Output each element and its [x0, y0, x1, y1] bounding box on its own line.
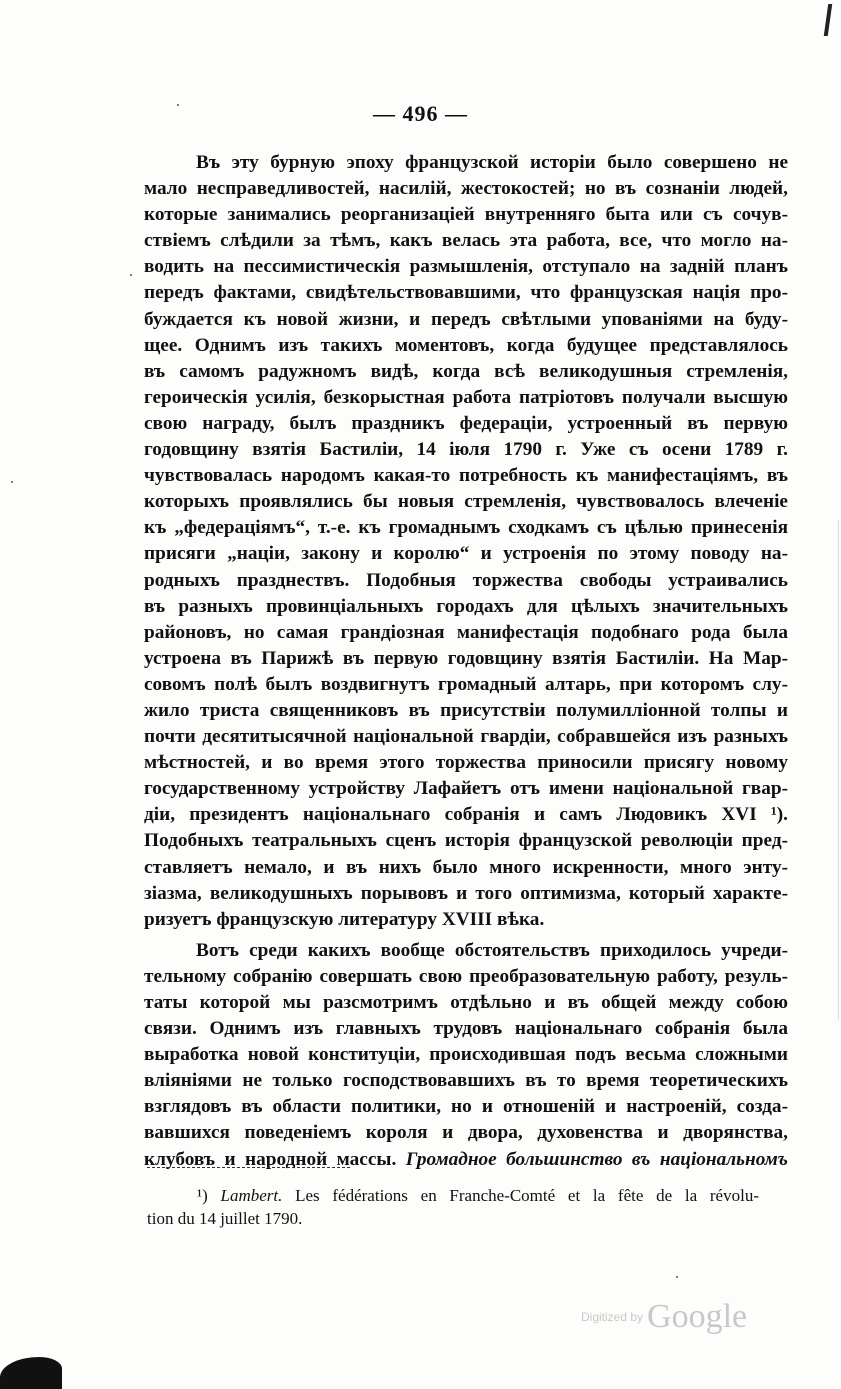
- scan-speck: [11, 481, 13, 483]
- text-line: устроена въ Парижѣ въ первую годовщину взятія Бастиліи. На Мар-: [144, 647, 788, 669]
- text-line: связи. Однимъ изъ главныхъ трудовъ національнаго собранія была: [144, 1018, 788, 1040]
- text-line: ризуетъ французскую литературу XVIII вѣка.: [144, 908, 545, 930]
- text-line: буждается къ новой жизни, и передъ свѣтлыми упованіями на буду-: [144, 308, 788, 330]
- text-line: тельному собранію совершать свою преобразовательную работу, резуль-: [144, 965, 788, 987]
- text-line: ствіемъ слѣдили за тѣмъ, какъ велась эта работа, все, что могло на-: [144, 230, 788, 252]
- text-line: совомъ полѣ былъ воздвигнутъ громадный алтарь, при которомъ слу-: [144, 673, 788, 695]
- text-line: къ „федераціямъ“, т.-е. къ громаднымъ сходкамъ съ цѣлью принесенія: [144, 517, 788, 539]
- text-line: взглядовъ въ области политики, но и отношеній и настроеній, созда-: [144, 1096, 788, 1118]
- paragraph-1: [144, 150, 788, 933]
- text-line: свою награду, былъ праздникъ федераціи, устроенный въ первую: [144, 412, 788, 434]
- text-line: почти десятитысячной національной гвардіи, собравшейся изъ разныхъ: [144, 726, 788, 748]
- page-number: — 496 —: [373, 101, 468, 126]
- text-line: мѣстностей, и во время этого торжества приносили присягу новому: [144, 752, 788, 774]
- footnote-marker: ¹): [197, 1186, 208, 1205]
- text-line: Подобныхъ театральныхъ сценъ исторія французской революціи пред-: [144, 830, 788, 852]
- text-line: Вотъ среди какихъ вообще обстоятельствъ приходилось учреди-: [196, 939, 788, 961]
- text-line: вавшихся поведеніемъ короля и двора, духовенства и дворянства,: [144, 1122, 788, 1144]
- final-line-plain: клубовъ и народной массы.: [144, 1148, 397, 1170]
- watermark-small-text: Digitized by: [581, 1310, 644, 1324]
- text-line: героическія усилія, безкорыстная работа патріотовъ получали высшую: [144, 386, 788, 408]
- scan-edge-line: [838, 520, 839, 1020]
- text-line: водить на пессимистическія размышленія, отступало на задній планъ: [144, 256, 788, 278]
- footnote-line-1: [147, 1184, 759, 1207]
- footnote-divider: [147, 1167, 350, 1168]
- text-line: районовъ, но самая грандіозная манифестація подобнаго рода была: [144, 621, 788, 643]
- paragraph-2-final-line: [144, 1147, 788, 1173]
- text-line: въ самомъ радужномъ видѣ, когда всѣ великодушныя стремленія,: [144, 360, 788, 382]
- text-line: зіазма, великодушныхъ порывовъ и того оптимизма, который характе-: [144, 882, 788, 904]
- scan-speck: [676, 1276, 678, 1278]
- footnote-line-2: tion du 14 juillet 1790.: [147, 1209, 303, 1228]
- text-line: таты которой мы разсмотримъ отдѣльно и въ общей между собою: [144, 992, 788, 1013]
- page-edge-mark: [824, 4, 832, 36]
- text-line: которые занимались реорганизаціей внутренняго быта или съ сочув-: [144, 204, 788, 226]
- final-line-italic: Громадное большинство въ національномъ: [405, 1148, 788, 1170]
- digitized-watermark: [581, 1298, 771, 1338]
- text-line: діи, президентъ національнаго собранія и самъ Людовикъ XVI ¹).: [144, 804, 788, 826]
- text-line: государственному устройству Лафайетъ отъ имени національной гвар-: [144, 778, 788, 800]
- footnote: [147, 1184, 759, 1230]
- text-line: щее. Однимъ изъ такихъ моментовъ, когда будущее представлялось: [144, 334, 788, 356]
- text-line: Въ эту бурную эпоху французской исторіи было совершено не: [196, 152, 788, 173]
- text-line: которыхъ проявлялись бы новыя стремленія, чувствовалось влеченіе: [144, 491, 788, 513]
- text-line: передъ фактами, свидѣтельствовавшими, что французская нація про-: [144, 282, 788, 304]
- text-line: родныхъ празднествъ. Подобныя торжества свободы устраивались: [144, 569, 788, 591]
- main-text: [144, 150, 788, 1173]
- text-line: мало несправедливостей, насилій, жестокостей; но въ сознаніи людей,: [144, 178, 788, 200]
- text-line: жило триста священниковъ въ присутствіи полумилліонной толпы и: [144, 699, 788, 721]
- text-line: присяги „націи, закону и королю“ и устроенія по этому поводу на-: [144, 543, 788, 565]
- text-line: годовщину взятія Бастиліи, 14 іюля 1790 г. Уже съ осени 1789 г.: [144, 439, 788, 461]
- text-line: въ разныхъ провинціальныхъ городахъ для цѣлыхъ значительныхъ: [144, 595, 788, 617]
- watermark-logo-text: Google: [647, 1298, 748, 1335]
- text-line: вліяніями не только господствовавшихъ въ то время теоретическихъ: [144, 1070, 788, 1092]
- footnote-author: Lambert.: [220, 1186, 283, 1205]
- scan-speck: [130, 274, 132, 276]
- text-line: выработка новой конституціи, происходившая подъ весьма сложными: [144, 1044, 788, 1066]
- footnote-title: Les fédérations en Franche-Comté et la fête de la révolu-: [295, 1186, 759, 1205]
- scan-corner-blot: [0, 1357, 62, 1389]
- text-line: ставляетъ немало, и въ нихъ было много искренности, много энту-: [144, 856, 788, 878]
- text-line: чувствовалась народомъ какая-то потребность къ манифестаціямъ, въ: [144, 465, 788, 487]
- paragraph-2: [144, 938, 788, 1147]
